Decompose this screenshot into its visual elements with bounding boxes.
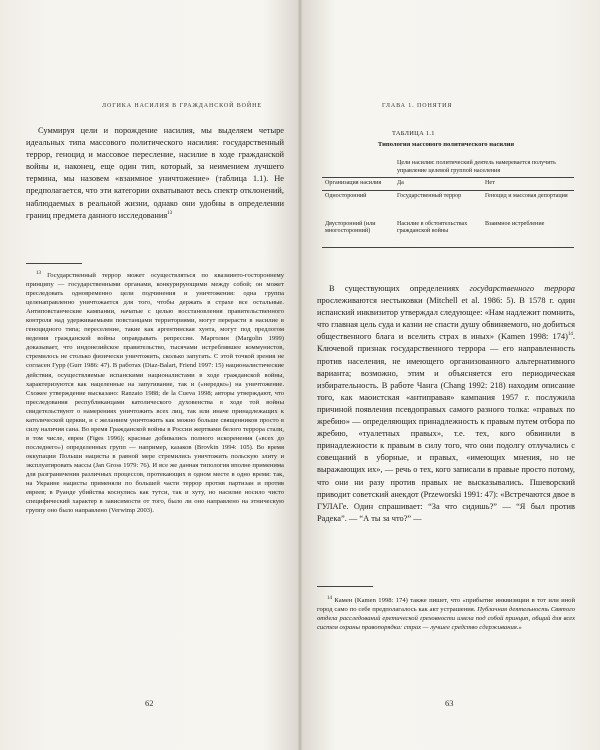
table-cell: Взаимное истребление <box>482 219 574 248</box>
left-footnote <box>26 271 284 515</box>
table-row <box>322 190 574 219</box>
table-header-top-row <box>322 158 574 178</box>
right-page-number: 63 <box>445 698 454 708</box>
right-body-note-ref: 14 <box>567 332 573 338</box>
table-row <box>322 219 574 248</box>
table-header-goal: Цели насилия: политический деятель намеревается получить управление целевой группой населения <box>394 158 574 178</box>
left-page-number: 62 <box>145 698 154 708</box>
right-page <box>300 0 600 750</box>
left-body-paragraph: Суммируя цели и порождение насилия, мы выделяем четыре идеальных типа массового политического насилия: государственный террор, геноцид и массовое пересление, насилие в ходе гражданской войны и, наконец, еще один тип, который, за неимением лучшего термина, мы назовем «взаимное уничтожение» (таблица 1.1). Не предполагается, что эти категории охватывают весь спектр отклонений, наблюдаемых в реальной жизни, однако они удобны в определении границ предмета данного исследования <box>26 126 284 220</box>
left-body-note-ref: 13 <box>167 210 173 216</box>
left-running-head: ЛОГИКА НАСИЛИЯ В ГРАЖДАНСКОЙ ВОЙНЕ <box>102 103 262 109</box>
right-footnote <box>317 596 575 632</box>
right-body-text <box>317 283 575 525</box>
table-header-cell: Да <box>394 178 482 191</box>
right-body-part: В существующих определениях <box>329 284 470 293</box>
table-cell: Насилие в обстоятельствах гражданской войны <box>394 219 482 248</box>
table-cell: Двусторонний (или многосторонний) <box>322 219 394 248</box>
right-footnote-italic: Публичная деятельность Святого отдела расследований еретической греховности имела под собой принцип, общий для всех систем охраны правопорядка: страх — лучшее средство сдерживания. <box>317 606 575 632</box>
left-footnote-marker: 13 <box>36 270 41 276</box>
table-cell: Геноцид и массовая депортация <box>485 192 568 199</box>
right-footnote-marker: 14 <box>327 595 332 601</box>
left-footnote-text: Государственный террор может осуществляться по квазиинто-гостороннему принципу — государственными органами, конкурирующими между собой; он может преследовать одновременно цели подчинения и уничтожения: одна группа целенаправленно уничтожается для того, чтобы держать в страхе все остальные. Антиповстанческие кампании, начатые с целью восстановления правительственного контроля над удерживаемыми повстанцами территориями, могут перерасти в насилие в геноцидного типа; переселение, такие как аргентинская хунта, могут под предлогом ведения гражданской войны оправдывать репрессии. Марголин (Margolin 1999) доказывает, что индонезийское правительство, тысячами истреблявшее коммунистов, стремилось не столько физически уничтожить, сколько запугать. С этой точкой зрения не согласен Гурр (Gurr 1986: 47). В работах (Diaz-Balart, Friend 1997: 15) националистические действия, осуществляемые испанскими националистами в ходе гражданской войны, характеризуются как нацеленные на запугивание, так и («нередко») на уничтожение. Схожее утверждение высказано: Ranzato 1988; de la Cueva 1998; авторы утверждают, что преследования республиканцами католического духовенства в ходе той войны свидетельствуют о намерениях уничтожить всех лиц, так или иначе принадлежащих к католической церкви, и с желанием уничтожить как можно больше священников просто в силу наличия сана. Во время Гражданской войны в России жертвами белого террора стали, в том числе, евреи (Figes 1996); красные добивались полного искоренения («всех до последнего») определенных групп — например, казаков (Brovkin 1994: 105). Во время оккупации Польши нацисты в равной мере стремились уничтожить польскую элиту и эксплуатировать массы (Jan Gross 1979: 76). И все же данная типология вполне применима для разграничения различных процессов, протекающих в одном месте в одно время: так, на Украине нацисты применяли по большей части террор против партизан и против евреев; в Руанде убийства коснулись как тутси, так и хуту, но насилие носило чисто специфический характер в зависимости от того, было ли оно направлено на этническую группу оно было направлено (Verwimp 2003). <box>26 272 285 515</box>
right-footnote-end: » <box>518 624 522 632</box>
right-body-italic: государственного террора <box>469 284 575 293</box>
right-running-head: ГЛАВА 1. ПОНЯТИЯ <box>382 103 453 109</box>
table-header-empty <box>322 158 394 178</box>
table-cell: Односторонний <box>325 192 367 199</box>
right-body-part: . Ключевой признак государственного террора — его направленность против населения, не имеющего организованного альтернативного варианта; возможно, этим и объясняется его периодическая избирательность. В работе Чанга (Chang 1992: 218) находим описание того, как маоистская «антиправая» кампания 1957 г. послужила причиной появления псевдоправых самого разного толка: «правых по жребию» — определяющих принадлежность к правым путем отбора по жребию, «туалетных правых», т.е. тех, кого обвинили в принадлежности к правым в силу того, что они подолгу отлучались с совещаний в уборные, и правых, «имеющих мнения, но не выражающих их», — речь о тех, кого записали в правые просто потому, что они ни разу против правых не высказывались. Пшеворский приводит советский анекдот (Przeworski 1991: 47): «Встречаются двое в ГУЛАГе. Один спрашивает: “За что сидишь?” — “Я был против Радека”. — “А ты за что?” — <box>317 332 575 523</box>
table-cell: Государственный террор <box>397 192 462 199</box>
table-title: Типология массового политического насилия <box>377 141 515 148</box>
right-body-part: прослеживаются нестыковки (Mitchell et al. 1986: 5). В 1578 г. один испанский инквизитор утверждал следующее: «Нам надлежит помнить, что главная цель суда и казни не спасти душу обвиняемого, но добиться общественного блага и вселить страх в иных» (Kamen 1998: 174) <box>317 296 575 342</box>
left-body-text <box>26 125 284 222</box>
violence-typology-table <box>322 158 574 248</box>
table-header-row <box>322 178 574 191</box>
left-footnote-rule <box>26 263 82 264</box>
table-header-cell: Организация насилия <box>322 178 394 191</box>
right-footnote-text: Камен (Kamen 1998: 174) также пишет, что «прибытие инквизиции в тот или иной город само по себе предполагалось как акт устрашения. <box>317 597 575 614</box>
right-footnote-rule <box>317 586 373 587</box>
table-number: ТАБЛИЦА 1.1 <box>392 130 435 137</box>
table-header-cell: Нет <box>482 178 574 191</box>
